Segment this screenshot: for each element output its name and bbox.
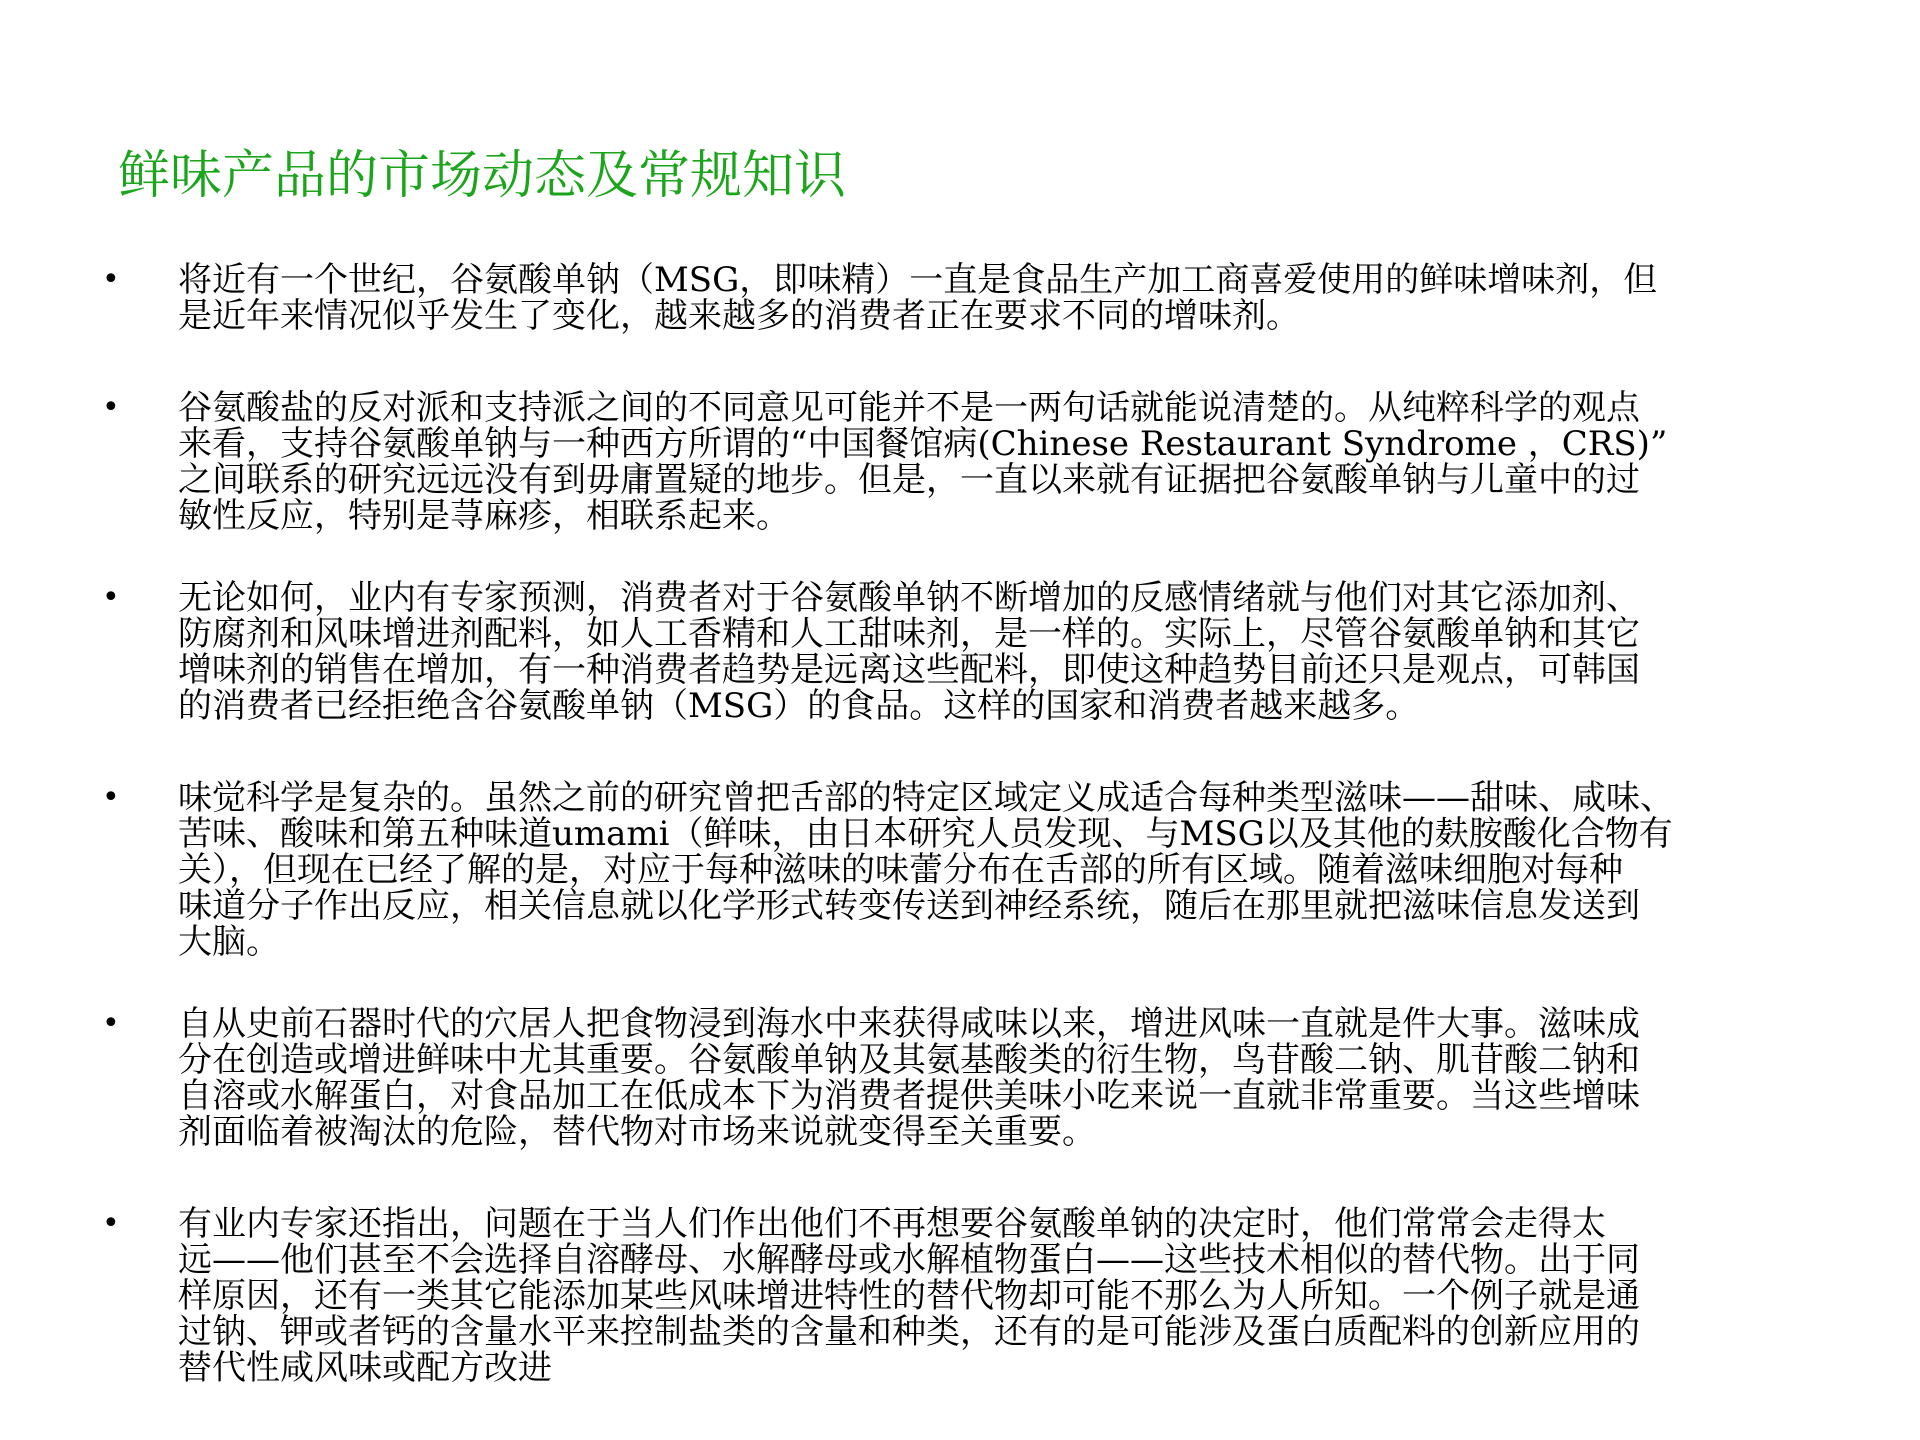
bullet-dot-icon: • <box>102 580 120 615</box>
paragraph-line: 无论如何，业内有专家预测，消费者对于谷氨酸单钠不断增加的反感情绪就与他们对其它添加剂、 <box>178 578 1640 618</box>
bullet-dot-icon: • <box>102 262 120 297</box>
paragraph-line: 分在创造或增进鲜味中尤其重要。谷氨酸单钠及其氨基酸类的衍生物，鸟苷酸二钠、肌苷酸二钠和 <box>178 1040 1640 1080</box>
paragraph-line: 远——他们甚至不会选择自溶酵母、水解酵母或水解植物蛋白——这些技术相似的替代物。出于同 <box>178 1240 1640 1280</box>
paragraph-line: 之间联系的研究远远没有到毋庸置疑的地步。但是，一直以来就有证据把谷氨酸单钠与儿童中的过 <box>178 460 1640 500</box>
bullet-paragraph <box>178 262 1828 334</box>
paragraph-line: 来看，支持谷氨酸单钠与一种西方所谓的“中国餐馆病(Chinese Restaurant Syndrome ，CRS)” <box>178 424 1668 464</box>
bullet-dot-icon: • <box>102 780 120 815</box>
bullet-paragraph <box>178 390 1828 534</box>
paragraph-line: 关），但现在已经了解的是，对应于每种滋味的味蕾分布在舌部的所有区域。随着滋味细胞对每种 <box>178 850 1623 890</box>
paragraph-line: 有业内专家还指出，问题在于当人们作出他们不再想要谷氨酸单钠的决定时，他们常常会走得太 <box>178 1204 1606 1244</box>
paragraph-line: 的消费者已经拒绝含谷氨酸单钠（MSG）的食品。这样的国家和消费者越来越多。 <box>178 686 1420 726</box>
paragraph-line: 增味剂的销售在增加，有一种消费者趋势是远离这些配料，即使这种趋势目前还只是观点，可韩国 <box>178 650 1640 690</box>
bullet-dot-icon: • <box>102 390 120 425</box>
paragraph-line: 自溶或水解蛋白，对食品加工在低成本下为消费者提供美味小吃来说一直就非常重要。当这些增味 <box>178 1076 1640 1116</box>
page-title: 鲜味产品的市场动态及常规知识 <box>118 146 847 206</box>
paragraph-line: 剂面临着被淘汰的危险，替代物对市场来说就变得至关重要。 <box>178 1112 1096 1152</box>
paragraph-line: 苦味、酸味和第五种味道umami（鲜味，由日本研究人员发现、与MSG以及其他的麸胺酸化合物有 <box>178 814 1673 854</box>
paragraph-line: 谷氨酸盐的反对派和支持派之间的不同意见可能并不是一两句话就能说清楚的。从纯粹科学的观点 <box>178 388 1640 428</box>
paragraph-line: 过钠、钾或者钙的含量水平来控制盐类的含量和种类，还有的是可能涉及蛋白质配料的创新应用的 <box>178 1312 1640 1352</box>
bullet-paragraph <box>178 580 1828 724</box>
bullet-paragraph <box>178 1206 1828 1386</box>
paragraph-line: 敏性反应，特别是荨麻疹，相联系起来。 <box>178 496 790 536</box>
bullet-paragraph <box>178 780 1828 960</box>
paragraph-line: 替代性咸风味或配方改进 <box>178 1348 552 1388</box>
paragraph-line: 将近有一个世纪，谷氨酸单钠（MSG，即味精）一直是食品生产加工商喜爱使用的鲜味增味剂，但 <box>178 260 1658 300</box>
paragraph-line: 是近年来情况似乎发生了变化，越来越多的消费者正在要求不同的增味剂。 <box>178 296 1300 336</box>
paragraph-line: 自从史前石器时代的穴居人把食物浸到海水中来获得咸味以来，增进风味一直就是件大事。滋味成 <box>178 1004 1640 1044</box>
paragraph-line: 大脑。 <box>178 922 280 962</box>
bullet-dot-icon: • <box>102 1206 120 1241</box>
paragraph-line: 味觉科学是复杂的。虽然之前的研究曾把舌部的特定区域定义成适合每种类型滋味——甜味、咸味、 <box>178 778 1674 818</box>
paragraph-line: 防腐剂和风味增进剂配料，如人工香精和人工甜味剂，是一样的。实际上，尽管谷氨酸单钠和其它 <box>178 614 1640 654</box>
bullet-dot-icon: • <box>102 1006 120 1041</box>
bullet-paragraph <box>178 1006 1828 1150</box>
paragraph-line: 样原因，还有一类其它能添加某些风味增进特性的替代物却可能不那么为人所知。一个例子就是通 <box>178 1276 1640 1316</box>
paragraph-line: 味道分子作出反应，相关信息就以化学形式转变传送到神经系统，随后在那里就把滋味信息发送到 <box>178 886 1640 926</box>
